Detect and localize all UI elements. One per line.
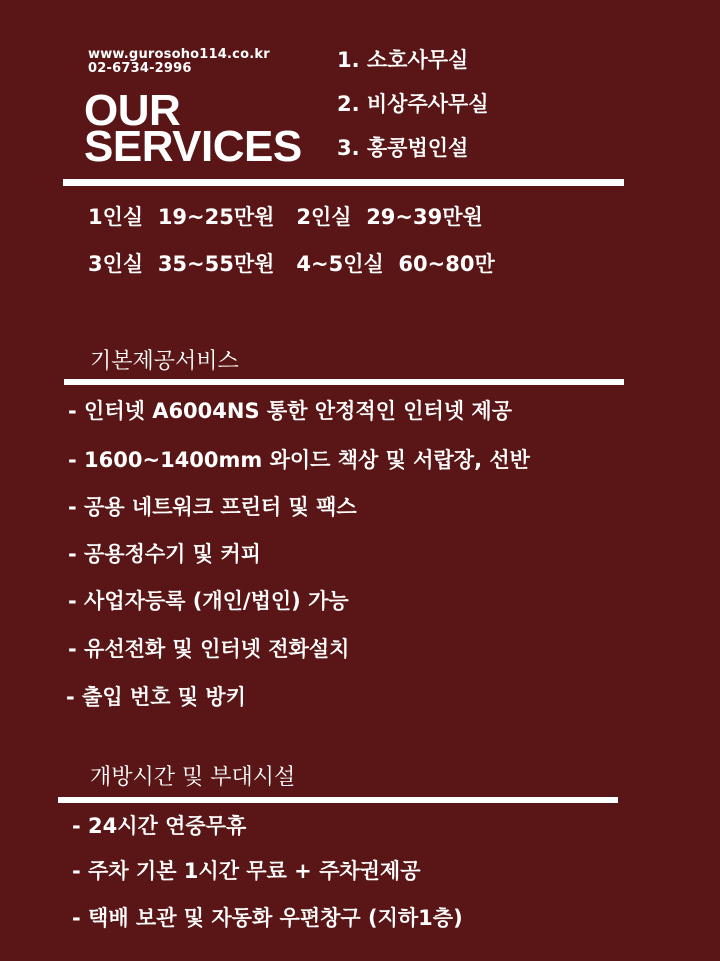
room-price: 35~55만원 [157, 252, 275, 276]
basic-services-heading: 기본제공서비스 [90, 349, 239, 374]
website-url: www.gurosoho114.co.kr [88, 47, 270, 62]
list-item: - 출입 번호 및 방키 [66, 685, 246, 709]
room-type: 3인실 [88, 252, 144, 276]
divider-facilities [58, 797, 618, 803]
facilities-heading: 개방시간 및 부대시설 [90, 765, 296, 790]
room-price: 19~25만원 [157, 205, 275, 229]
list-item: - 주차 기본 1시간 무료 + 주차권제공 [72, 859, 421, 883]
title-services: SERVICES [84, 122, 302, 171]
room-price: 60~80만 [398, 252, 495, 276]
service-item-virtual-office: 2. 비상주사무실 [337, 92, 489, 116]
list-item: - 공용정수기 및 커피 [68, 542, 261, 566]
list-item: - 공용 네트워크 프린터 및 팩스 [68, 495, 357, 519]
divider-basic-services [64, 379, 624, 385]
price-row-1 [88, 201, 483, 231]
list-item: - 1600~1400mm 와이드 책상 및 서랍장, 선반 [68, 448, 530, 472]
room-type: 4~5인실 [296, 252, 384, 276]
title-our: OUR [84, 86, 181, 135]
list-item: - 택배 보관 및 자동화 우편창구 (지하1층) [72, 906, 463, 930]
list-item: - 유선전화 및 인터넷 전화설치 [68, 637, 350, 661]
room-price: 29~39만원 [366, 205, 483, 229]
price-row-2 [88, 248, 495, 278]
divider-top [63, 179, 624, 186]
service-item-soho: 1. 소호사무실 [337, 48, 469, 72]
list-item: - 인터넷 A6004NS 통한 안정적인 인터넷 제공 [68, 399, 512, 423]
list-item: - 24시간 연중무휴 [72, 814, 247, 838]
phone-number: 02-6734-2996 [88, 61, 192, 76]
room-type: 1인실 [88, 205, 144, 229]
list-item: - 사업자등록 (개인/법인) 가능 [68, 589, 349, 613]
room-type: 2인실 [296, 205, 352, 229]
service-item-hongkong: 3. 홍콩법인설 [337, 136, 469, 160]
